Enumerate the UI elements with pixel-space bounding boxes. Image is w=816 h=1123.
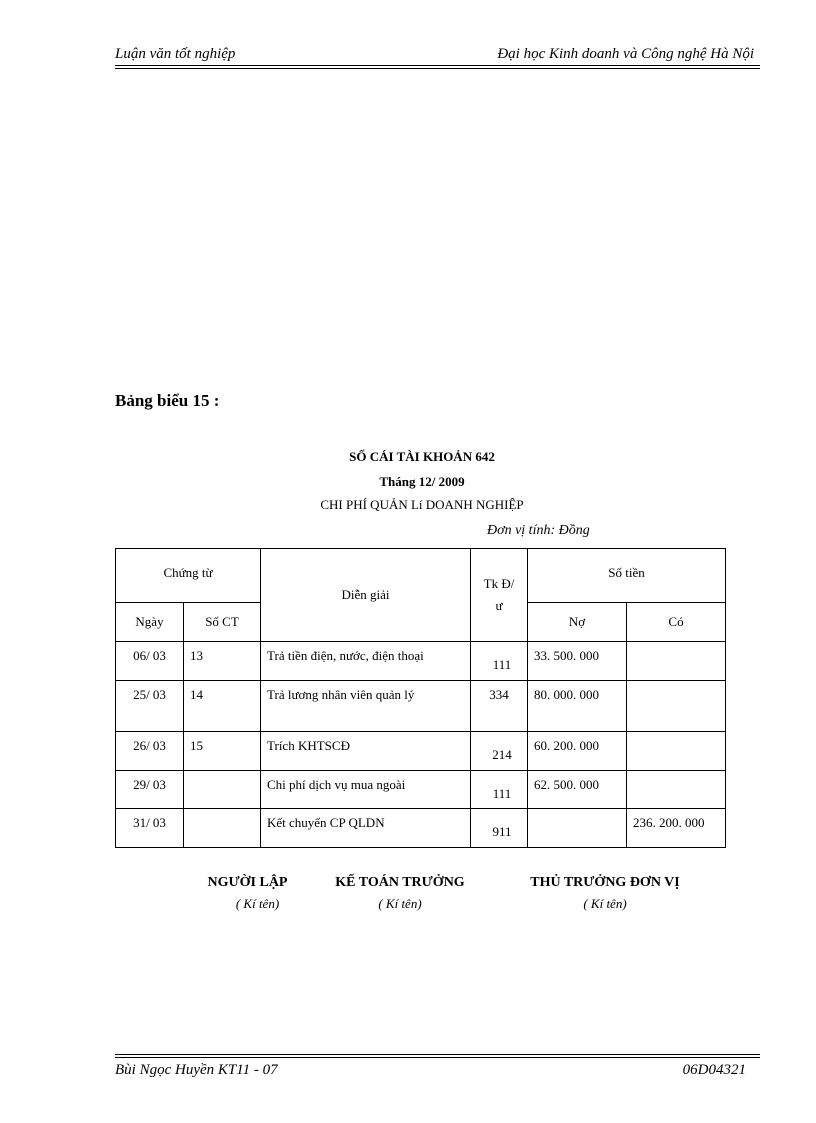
ledger-month: Tháng 12/ 2009: [379, 474, 465, 489]
row-date: 25/ 03: [116, 681, 184, 732]
university-name: Đại học Kinh doanh và Công nghệ Hà Nội: [497, 46, 754, 62]
page-footer: [115, 1062, 760, 1082]
row-credit: [627, 771, 726, 809]
header-credit: Có: [627, 603, 726, 642]
signature-chief-accountant: [320, 875, 480, 912]
header-amount: Số tiền: [528, 549, 726, 603]
row-number: 13: [184, 642, 261, 681]
student-id: 06D04321: [682, 1062, 746, 1078]
signature-role: THỦ TRƯỞNG ĐƠN VỊ: [530, 875, 680, 890]
row-credit: 236. 200. 000: [627, 809, 726, 848]
row-account: 111: [471, 771, 528, 809]
row-date: 31/ 03: [116, 809, 184, 848]
row-description: Trả lương nhân viên quản lý: [261, 681, 471, 732]
table-row: [116, 732, 726, 771]
header-description: Diễn giải: [261, 549, 471, 642]
row-number: [184, 809, 261, 848]
ledger-table: [115, 548, 726, 848]
row-description: Chi phí dịch vụ mua ngoài: [261, 771, 471, 809]
row-date: 29/ 03: [116, 771, 184, 809]
table-row: [116, 681, 726, 732]
row-description: Trích KHTSCĐ: [261, 732, 471, 771]
signature-note: ( Kí tên): [378, 896, 422, 911]
signature-block: [0, 875, 816, 935]
header-debit: Nợ: [528, 603, 627, 642]
row-credit: [627, 732, 726, 771]
row-number: [184, 771, 261, 809]
row-number: 15: [184, 732, 261, 771]
thesis-label: Luận văn tốt nghiệp: [115, 46, 236, 62]
row-credit: [627, 681, 726, 732]
header-account-line2: ư: [495, 598, 503, 613]
table-row: [116, 771, 726, 809]
header-number: Số CT: [184, 603, 261, 642]
row-description: Kết chuyển CP QLDN: [261, 809, 471, 848]
row-debit: 80. 000. 000: [528, 681, 627, 732]
header-rule: [115, 65, 760, 69]
table-row: [116, 809, 726, 848]
header-date: Ngày: [116, 603, 184, 642]
row-description: Trả tiền điện, nước, điện thoại: [261, 642, 471, 681]
row-account: 214: [471, 732, 528, 771]
header-account: [471, 549, 528, 642]
author-class: Bùi Ngọc Huyền KT11 - 07: [115, 1062, 278, 1078]
ledger-title: SỔ CÁI TÀI KHOẢN 642: [349, 449, 495, 464]
row-debit: 33. 500. 000: [528, 642, 627, 681]
signature-preparer: [180, 875, 315, 912]
row-debit: [528, 809, 627, 848]
row-date: 06/ 03: [116, 642, 184, 681]
row-number: 14: [184, 681, 261, 732]
table-row: [116, 642, 726, 681]
signature-role: NGƯỜI LẬP: [207, 875, 288, 890]
row-credit: [627, 642, 726, 681]
section-title: Bảng biểu 15 :: [115, 391, 220, 410]
row-account: 334: [471, 681, 528, 732]
signature-role: KẾ TOÁN TRƯỞNG: [335, 875, 465, 890]
row-account: 111: [471, 642, 528, 681]
row-debit: 62. 500. 000: [528, 771, 627, 809]
row-account: 911: [471, 809, 528, 848]
row-debit: 60. 200. 000: [528, 732, 627, 771]
signature-note: ( Kí tên): [583, 896, 627, 911]
signature-director: [500, 875, 710, 912]
row-date: 26/ 03: [116, 732, 184, 771]
currency-unit: Đơn vị tính: Đồng: [487, 523, 590, 538]
header-voucher: Chứng từ: [116, 549, 261, 603]
header-account-line1: Tk Đ/: [483, 576, 515, 591]
signature-note: ( Kí tên): [235, 896, 280, 911]
ledger-subtitle: CHI PHÍ QUẢN Lí DOANH NGHIỆP: [320, 497, 524, 512]
footer-rule: [115, 1054, 760, 1058]
page-header: [115, 46, 760, 66]
